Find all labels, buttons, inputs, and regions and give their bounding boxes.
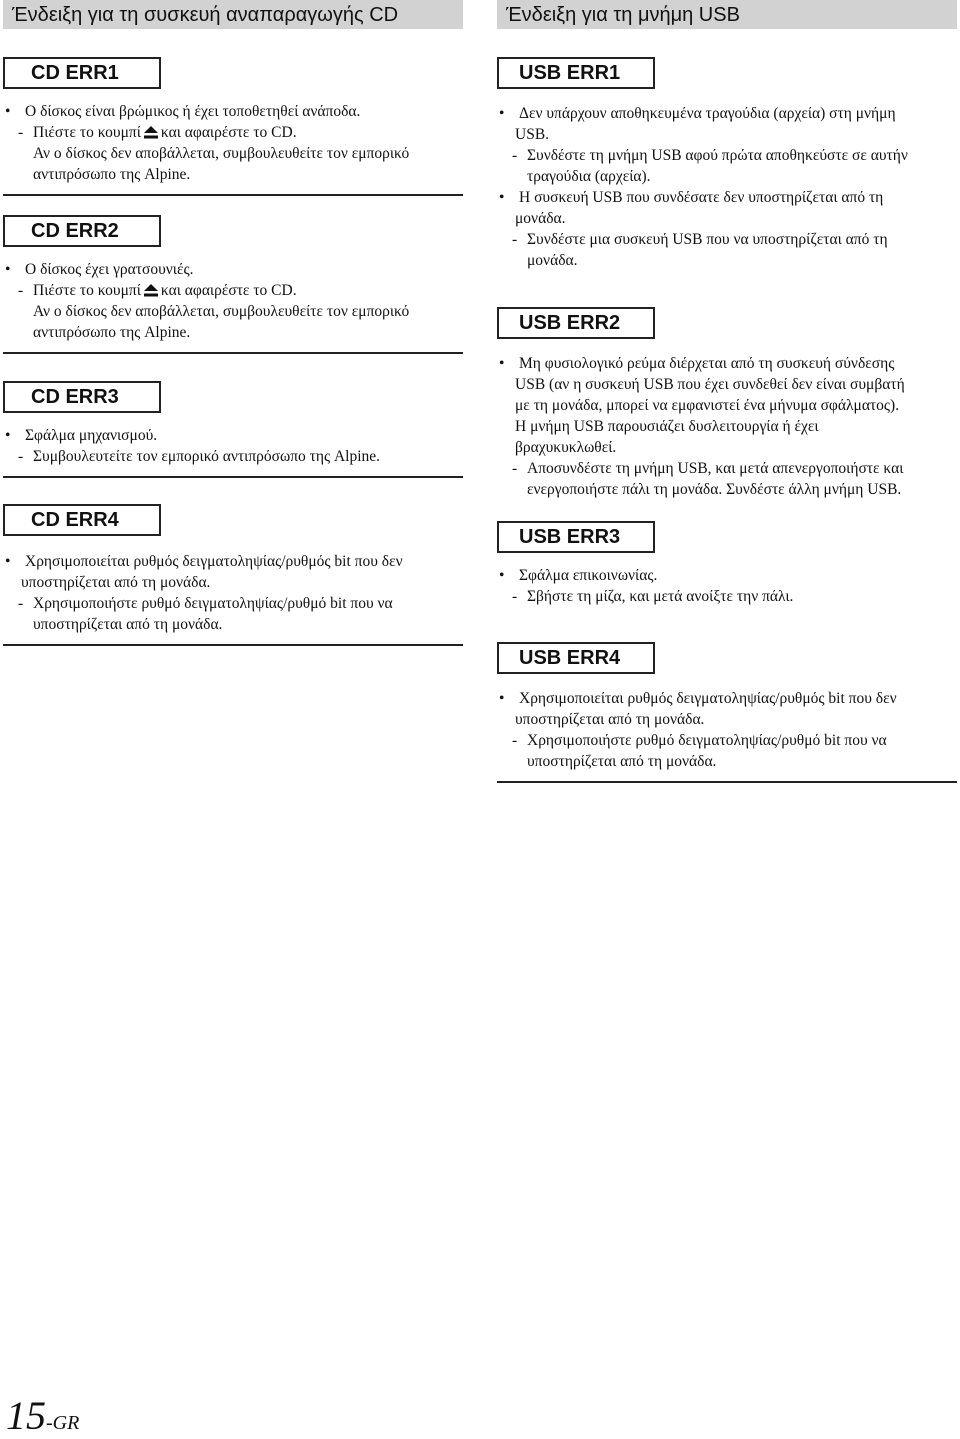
cd-column — [3, 0, 463, 633]
cd-err4-section — [3, 504, 463, 646]
usb-header: Ένδειξη για τη μνήμη USB — [497, 0, 957, 29]
section-divider — [3, 194, 463, 196]
cd-err2-content: • Ο δίσκος έχει γρατσουνιές. - Πιέστε το κουμπί και αφαιρέστε το CD. Αν ο δίσκος δεν αποβάλλεται, συμβουλευθείτε τον εμπορικό αντιπρόσωπο της Alpine. — [5, 261, 410, 341]
section-divider — [3, 644, 463, 646]
usb-err1-section — [497, 57, 957, 271]
cd-err1-section — [3, 57, 463, 196]
usb-err2-content: • Μη φυσιολογικό ρεύμα διέρχεται από τη συσκευή σύνδεσης USB (αν η συσκευή USB που έχει συνδεθεί δεν είναι συμβατή με τη μονάδα, μπορεί να εμφανιστεί ένα μήνυμα σφάλματος). Η μνήμη USB παρουσιάζει δυσλειτουργία ή έχει βραχυκυκλωθεί. - Αποσυνδέστε τη μνήμη USB, και μετά απενεργοποιήστε και ενεργοποιήστε πάλι τη μονάδα. Συνδέστε άλλη μνήμη USB. — [499, 355, 905, 498]
usb-err4-content: • Χρησιμοποιείται ρυθμός δειγματοληψίας/ρυθμός bit που δεν υποστηρίζεται από τη μονάδα. - Χρησιμοποιήστε ρυθμό δειγματοληψίας/ρυθμό bit που να υποστηρίζεται από τη μονάδα. — [499, 690, 897, 770]
cd-err3-content: • Σφάλμα μηχανισμού. - Συμβουλευτείτε τον εμπορικό αντιπρόσωπο της Alpine. — [5, 427, 381, 465]
cd-err1-label: CD ERR1 — [3, 57, 161, 89]
cd-err2-label: CD ERR2 — [3, 215, 161, 247]
usb-err3-section — [497, 521, 957, 607]
usb-err3-content: • Σφάλμα επικοινωνίας. - Σβήστε τη μίζα, και μετά ανοίξτε την πάλι. — [499, 567, 794, 605]
cd-err3-label: CD ERR3 — [3, 381, 161, 413]
section-divider — [3, 476, 463, 478]
page-number — [6, 1392, 79, 1439]
eject-icon — [144, 284, 158, 297]
eject-icon — [144, 126, 158, 139]
cd-err4-label: CD ERR4 — [3, 504, 161, 536]
usb-err1-content: • Δεν υπάρχουν αποθηκευμένα τραγούδια (αρχεία) στη μνήμη USB. - Συνδέστε τη μνήμη USB αφού πρώτα αποθηκεύστε σε αυτήν τραγούδια (αρχεία). • Η συσκευή USB που συνδέσατε δεν υποστηρίζεται από τη μονάδα. - Συνδέστε μια συσκευή USB που να υποστηρίζεται από τη μονάδα. — [499, 105, 908, 269]
usb-err1-label: USB ERR1 — [497, 57, 655, 89]
section-divider — [3, 352, 463, 354]
usb-err2-label: USB ERR2 — [497, 307, 655, 339]
usb-err2-section — [497, 307, 957, 500]
cd-err3-section — [3, 381, 463, 478]
section-divider — [497, 781, 957, 783]
cd-err4-content: • Χρησιμοποιείται ρυθμός δειγματοληψίας/ρυθμός bit που δεν υποστηρίζεται από τη μονάδα. - Χρησιμοποιήστε ρυθμό δειγματοληψίας/ρυθμό bit που να υποστηρίζεται από τη μονάδα. — [5, 553, 403, 633]
usb-column — [497, 0, 957, 770]
usb-err4-section — [497, 642, 957, 783]
cd-err2-section — [3, 215, 463, 354]
cd-err1-content: • Ο δίσκος είναι βρώμικος ή έχει τοποθετηθεί ανάποδα. - Πιέστε το κουμπί και αφαιρέστε το CD. Αν ο δίσκος δεν αποβάλλεται, συμβουλευθείτε τον εμπορικό αντιπρόσωπο της Alpine. — [5, 103, 410, 183]
cd-header: Ένδειξη για τη συσκευή αναπαραγωγής CD — [3, 0, 463, 29]
usb-err4-label: USB ERR4 — [497, 642, 655, 674]
usb-err3-label: USB ERR3 — [497, 521, 655, 553]
page-number-value: 15 — [6, 1393, 46, 1438]
page-number-suffix: -GR — [46, 1412, 80, 1434]
